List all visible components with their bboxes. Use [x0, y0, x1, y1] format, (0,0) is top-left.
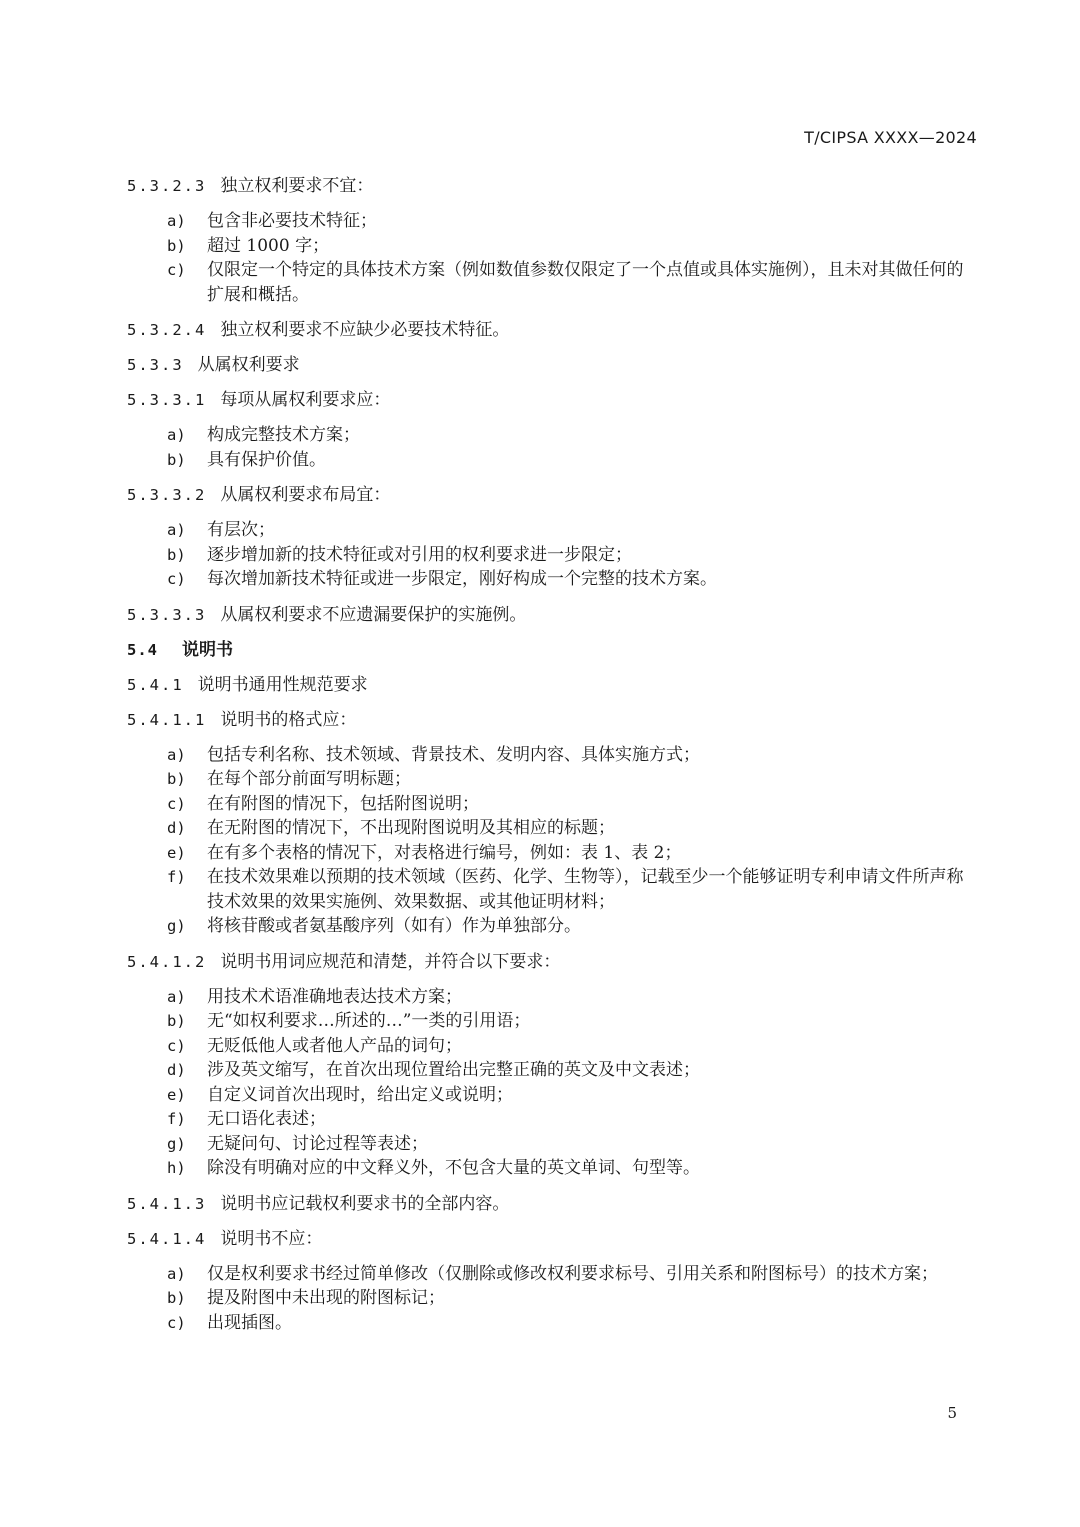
list-item-text: 仅是权利要求书经过简单修改（仅删除或修改权利要求标号、引用关系和附图标号）的技术方案； — [207, 1263, 938, 1284]
list-item — [127, 985, 979, 1010]
list-item-text: 在有多个表格的情况下，对表格进行编号，例如：表 1、表 2； — [207, 842, 682, 863]
list-item — [127, 234, 979, 259]
list-item-text: 仅限定一个特定的具体技术方案（例如数值参数仅限定了一个点值或具体实施例），且未对其做任何的扩展和概括。 — [207, 260, 964, 305]
list-item-marker: g) — [167, 1134, 186, 1153]
list-item-marker: d) — [167, 819, 186, 837]
list-item — [127, 1009, 979, 1034]
clause-number: 5.3.2.4 — [127, 321, 207, 339]
list-item — [127, 914, 979, 939]
list-item — [127, 1034, 979, 1059]
list-item-marker: f) — [167, 1110, 186, 1128]
list-item — [127, 258, 979, 307]
list-item — [127, 865, 979, 914]
clause-5-4 — [127, 638, 979, 662]
clause-5-3-2-4 — [127, 318, 979, 342]
clause-number: 5.4.1 — [127, 675, 184, 694]
list-item-text: 用技术术语准确地表达技术方案； — [207, 986, 462, 1007]
list-item-marker: h) — [167, 1159, 186, 1177]
list-item-text: 在每个部分前面写明标题； — [207, 769, 411, 789]
list-item — [127, 543, 979, 568]
list-item-text: 提及附图中未出现的附图标记； — [207, 1288, 445, 1308]
clause-text: 说明书通用性规范要求 — [197, 674, 368, 695]
clause-number: 5.4.1.2 — [127, 952, 207, 971]
list-item-text: 有层次； — [207, 520, 275, 540]
list-item-marker: a) — [167, 1264, 186, 1283]
list-item-text: 超过 1000 字； — [207, 235, 330, 256]
clause-text: 说明书应记载权利要求书的全部内容。 — [220, 1193, 510, 1214]
list-item-text: 涉及英文缩写，在首次出现位置给出完整正确的英文及中文表述； — [207, 1060, 700, 1080]
list-item-marker: a) — [167, 426, 186, 444]
list-item — [127, 1311, 979, 1336]
list-item — [127, 423, 979, 448]
clause-number: 5.3.3.1 — [127, 391, 207, 409]
clause-number: 5.3.3.3 — [127, 605, 207, 624]
list-item-marker: d) — [167, 1061, 186, 1079]
list-item-text: 自定义词首次出现时，给出定义或说明； — [207, 1084, 513, 1105]
list-item-text: 逐步增加新的技术特征或对引用的权利要求进一步限定； — [207, 544, 632, 565]
list-item-marker: f) — [167, 868, 186, 886]
list-item — [127, 841, 979, 866]
list-item-text: 无“如权利要求…所述的…”一类的引用语； — [207, 1011, 531, 1031]
clause-5-4-1-1 — [127, 708, 979, 732]
clause-5-4-1-2 — [127, 950, 979, 974]
list-item-marker: g) — [167, 917, 186, 935]
list-item — [127, 1107, 979, 1132]
list-item-marker: a) — [167, 745, 186, 764]
list-item-marker: e) — [167, 1085, 186, 1104]
item-list — [127, 1262, 979, 1336]
list-item-marker: c) — [167, 261, 186, 279]
item-list — [127, 209, 979, 307]
list-item — [127, 1058, 979, 1083]
list-item-text: 将核苷酸或者氨基酸序列（如有）作为单独部分。 — [207, 916, 581, 936]
list-item — [127, 767, 979, 792]
list-item-text: 具有保护价值。 — [207, 449, 326, 470]
list-item — [127, 1262, 979, 1287]
list-item-text: 在有附图的情况下，包括附图说明； — [207, 793, 479, 814]
list-item-marker: a) — [167, 212, 186, 230]
clause-5-4-1-4 — [127, 1227, 979, 1251]
clause-text: 说明书不应： — [220, 1228, 323, 1249]
clause-text: 说明书用词应规范和清楚，并符合以下要求： — [220, 951, 561, 972]
clause-5-4-1-3 — [127, 1192, 979, 1216]
list-item-marker: c) — [167, 1036, 186, 1055]
clause-5-3-3-2 — [127, 483, 979, 507]
clause-text: 从属权利要求 — [197, 355, 300, 375]
list-item-marker: b) — [167, 545, 186, 564]
list-item — [127, 448, 979, 473]
list-item — [127, 1132, 979, 1157]
clause-number: 5.3.3 — [127, 356, 184, 374]
list-item-marker: b) — [167, 1289, 186, 1307]
list-item-text: 包括专利名称、技术领域、背景技术、发明内容、具体实施方式； — [207, 744, 700, 765]
list-item-text: 在无附图的情况下，不出现附图说明及其相应的标题； — [207, 818, 615, 838]
clause-5-4-1 — [127, 673, 979, 697]
list-item — [127, 1083, 979, 1108]
list-item-text: 每次增加新技术特征或进一步限定，刚好构成一个完整的技术方案。 — [207, 569, 717, 589]
clause-text: 独立权利要求不宜： — [220, 176, 374, 196]
list-item — [127, 1286, 979, 1311]
list-item-marker: b) — [167, 770, 186, 788]
clause-number: 5.4.1.4 — [127, 1229, 207, 1248]
clause-5-3-3 — [127, 353, 979, 377]
list-item-text: 在技术效果难以预期的技术领域（医药、化学、生物等），记载至少一个能够证明专利申请文件所声称技术效果的效果实施例、效果数据、或其他证明材料； — [207, 867, 964, 912]
list-item — [127, 792, 979, 817]
list-item — [127, 567, 979, 592]
list-item — [127, 1156, 979, 1181]
clause-number: 5.3.2.3 — [127, 177, 207, 195]
list-item-marker: b) — [167, 1012, 186, 1030]
clause-number: 5.4.1.3 — [127, 1194, 207, 1213]
clause-text: 每项从属权利要求应： — [220, 390, 391, 410]
list-item-text: 无口语化表述； — [207, 1109, 326, 1129]
clause-text: 独立权利要求不应缺少必要技术特征。 — [220, 320, 510, 340]
list-item-marker: b) — [167, 450, 186, 469]
clause-5-3-3-3 — [127, 603, 979, 627]
list-item — [127, 816, 979, 841]
list-item-text: 除没有明确对应的中文释义外，不包含大量的英文单词、句型等。 — [207, 1158, 700, 1178]
list-item-marker: b) — [167, 236, 186, 255]
clause-5-3-2-3 — [127, 174, 979, 198]
list-item-marker: c) — [167, 794, 186, 813]
list-item-marker: c) — [167, 570, 186, 588]
clause-number: 5.3.3.2 — [127, 486, 207, 504]
item-list — [127, 518, 979, 592]
item-list — [127, 743, 979, 939]
list-item-marker: a) — [167, 521, 186, 539]
list-item-text: 包含非必要技术特征； — [207, 211, 377, 231]
clause-5-3-3-1 — [127, 388, 979, 412]
clause-number: 5.4.1.1 — [127, 710, 207, 729]
clause-number: 5.4 — [127, 640, 158, 659]
list-item-marker: c) — [167, 1313, 186, 1332]
list-item-marker: e) — [167, 843, 186, 862]
list-item — [127, 518, 979, 543]
clause-text: 说明书 — [182, 639, 233, 660]
list-item-text: 出现插图。 — [207, 1312, 292, 1333]
list-item — [127, 743, 979, 768]
item-list — [127, 423, 979, 472]
clause-text: 从属权利要求布局宜： — [220, 485, 391, 505]
list-item — [127, 209, 979, 234]
list-item-marker: a) — [167, 987, 186, 1006]
document-body — [127, 174, 979, 1335]
list-item-text: 构成完整技术方案； — [207, 425, 360, 445]
list-item-text: 无贬低他人或者他人产品的词句； — [207, 1035, 462, 1056]
page-number: 5 — [947, 1404, 957, 1422]
document-id-header: T/CIPSA XXXX—2024 — [804, 128, 977, 147]
list-item-text: 无疑问句、讨论过程等表述； — [207, 1133, 428, 1154]
clause-text: 从属权利要求不应遗漏要保护的实施例。 — [220, 604, 527, 625]
clause-text: 说明书的格式应： — [220, 709, 357, 730]
item-list — [127, 985, 979, 1181]
